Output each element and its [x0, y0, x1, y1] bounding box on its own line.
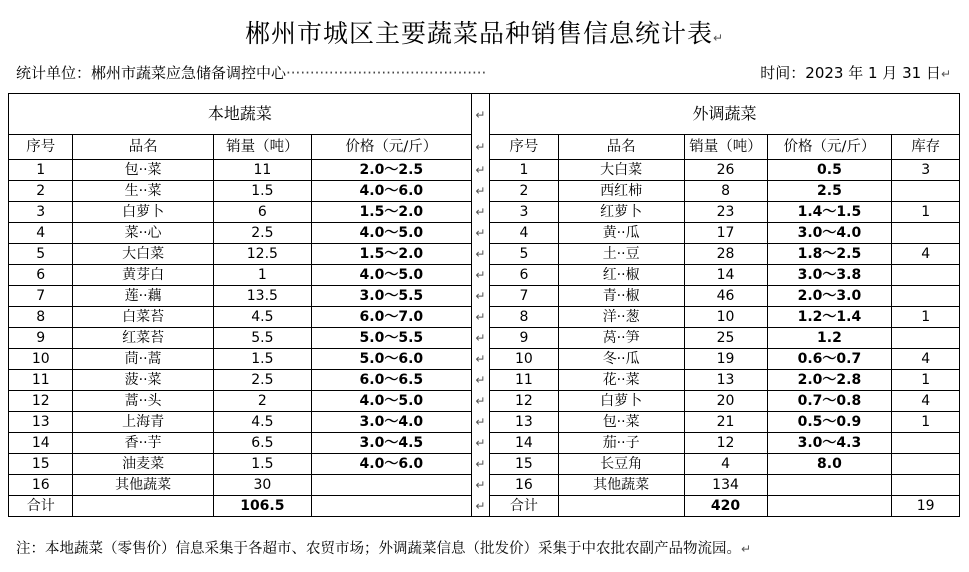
local-price-cell: 4.0～5.0 [311, 391, 471, 412]
gap-cell: ↵ [471, 433, 489, 454]
table-row [9, 328, 960, 349]
imported-stock-cell [892, 265, 960, 286]
imported-name-cell: 土··豆 [558, 244, 684, 265]
imported-stock-cell: 4 [892, 244, 960, 265]
local-no-cell: 6 [9, 265, 73, 286]
imported-qty-cell: 23 [684, 202, 767, 223]
local-qty-cell: 13.5 [213, 286, 311, 307]
gap-cell: ↵ [471, 181, 489, 202]
local-qty-cell: 4.5 [213, 307, 311, 328]
gap-cell: ↵ [471, 370, 489, 391]
empty-cell [73, 496, 213, 517]
imported-name-cell: 红··椒 [558, 265, 684, 286]
imported-no-cell: 1 [490, 160, 559, 181]
imported-price-cell: 2.0～2.8 [767, 370, 892, 391]
local-price-cell: 4.0～6.0 [311, 454, 471, 475]
local-price-cell: 5.0～5.5 [311, 328, 471, 349]
table-row [9, 307, 960, 328]
table-row [9, 223, 960, 244]
gap-cell: ↵ [471, 391, 489, 412]
local-name-cell: 白萝卜 [73, 202, 213, 223]
imported-name-cell: 青··椒 [558, 286, 684, 307]
imported-stock-cell: 1 [892, 307, 960, 328]
imported-qty-cell: 134 [684, 475, 767, 496]
local-qty-cell: 4.5 [213, 412, 311, 433]
local-price-cell [311, 475, 471, 496]
footnote: 注：本地蔬菜（零售价）信息采集于各超市、农贸市场；外调蔬菜信息（批发价）采集于中农批农副产品物流园。↵ [16, 541, 752, 557]
imported-stock-cell: 1 [892, 412, 960, 433]
local-no-cell: 14 [9, 433, 73, 454]
local-no-cell: 3 [9, 202, 73, 223]
gap-cell: ↵ [471, 160, 489, 181]
local-name-cell: 香··芋 [73, 433, 213, 454]
imported-stock-cell [892, 475, 960, 496]
imported-no-cell: 15 [490, 454, 559, 475]
gap-cell: ↵ [471, 265, 489, 286]
local-qty-cell: 12.5 [213, 244, 311, 265]
local-no-cell: 11 [9, 370, 73, 391]
imported-name-cell: 西红柿 [558, 181, 684, 202]
gap-cell: ↵ [471, 349, 489, 370]
gap-cell: ↵ [471, 202, 489, 223]
table-row [9, 412, 960, 433]
gap-cell: ↵ [471, 412, 489, 433]
local-name-cell: 红菜苔 [73, 328, 213, 349]
local-qty-cell: 11 [213, 160, 311, 181]
header-cell: 库存 [892, 135, 960, 160]
imported-name-cell: 大白菜 [558, 160, 684, 181]
local-name-cell: 菜··心 [73, 223, 213, 244]
gap-cell: ↵ [471, 244, 489, 265]
local-no-cell: 8 [9, 307, 73, 328]
local-qty-cell: 1.5 [213, 454, 311, 475]
total-row [9, 496, 960, 517]
local-price-cell: 3.0～4.0 [311, 412, 471, 433]
table-row [9, 160, 960, 181]
imported-no-cell: 11 [490, 370, 559, 391]
local-price-cell: 6.0～6.5 [311, 370, 471, 391]
local-no-cell: 10 [9, 349, 73, 370]
imported-price-cell: 8.0 [767, 454, 892, 475]
table-row [9, 391, 960, 412]
local-name-cell: 菠··菜 [73, 370, 213, 391]
empty-cell [558, 496, 684, 517]
imported-price-cell: 0.7～0.8 [767, 391, 892, 412]
vegetable-table [8, 93, 960, 517]
imported-qty-cell: 8 [684, 181, 767, 202]
local-total-label: 合计 [9, 496, 73, 517]
imported-name-cell: 冬··瓜 [558, 349, 684, 370]
imported-stock-cell: 4 [892, 391, 960, 412]
imported-price-cell: 0.5～0.9 [767, 412, 892, 433]
imported-qty-cell: 14 [684, 265, 767, 286]
gap-cell: ↵ [471, 496, 489, 517]
imported-no-cell: 2 [490, 181, 559, 202]
imported-qty-cell: 4 [684, 454, 767, 475]
imported-no-cell: 13 [490, 412, 559, 433]
imported-qty-cell: 46 [684, 286, 767, 307]
imported-name-cell: 长豆角 [558, 454, 684, 475]
table-row [9, 286, 960, 307]
imported-no-cell: 8 [490, 307, 559, 328]
gap-cell: ↵ [471, 454, 489, 475]
empty-cell [767, 496, 892, 517]
gap-cell: ↵ [471, 94, 489, 135]
imported-stock-cell [892, 454, 960, 475]
local-qty-cell: 6 [213, 202, 311, 223]
imported-no-cell: 10 [490, 349, 559, 370]
imported-name-cell: 洋··葱 [558, 307, 684, 328]
imported-name-cell: 茄··子 [558, 433, 684, 454]
imported-qty-cell: 21 [684, 412, 767, 433]
table-row [9, 475, 960, 496]
local-no-cell: 15 [9, 454, 73, 475]
imported-no-cell: 7 [490, 286, 559, 307]
local-total-qty: 106.5 [213, 496, 311, 517]
imported-price-cell: 1.4～1.5 [767, 202, 892, 223]
imported-no-cell: 5 [490, 244, 559, 265]
imported-no-cell: 14 [490, 433, 559, 454]
local-qty-cell: 2.5 [213, 370, 311, 391]
imported-section-title: 外调蔬菜 [490, 94, 960, 135]
header-cell: 销量（吨） [213, 135, 311, 160]
header-cell: 销量（吨） [684, 135, 767, 160]
local-name-cell: 白菜苔 [73, 307, 213, 328]
header-cell: 序号 [9, 135, 73, 160]
imported-name-cell: 红萝卜 [558, 202, 684, 223]
local-name-cell: 大白菜 [73, 244, 213, 265]
local-price-cell: 4.0～5.0 [311, 223, 471, 244]
local-qty-cell: 2.5 [213, 223, 311, 244]
table-row [9, 349, 960, 370]
imported-name-cell: 黄··瓜 [558, 223, 684, 244]
local-price-cell: 1.5～2.0 [311, 202, 471, 223]
local-qty-cell: 1.5 [213, 181, 311, 202]
imported-qty-cell: 28 [684, 244, 767, 265]
imported-price-cell: 1.2 [767, 328, 892, 349]
local-name-cell: 其他蔬菜 [73, 475, 213, 496]
imported-price-cell: 2.0～3.0 [767, 286, 892, 307]
imported-qty-cell: 25 [684, 328, 767, 349]
imported-stock-cell [892, 286, 960, 307]
table-row [9, 265, 960, 286]
gap-cell: ↵ [471, 286, 489, 307]
local-name-cell: 黄芽白 [73, 265, 213, 286]
table-row [9, 181, 960, 202]
local-name-cell: 油麦菜 [73, 454, 213, 475]
local-name-cell: 莲··藕 [73, 286, 213, 307]
header-cell: 品名 [558, 135, 684, 160]
page-title: 郴州市城区主要蔬菜品种销售信息统计表↵ [244, 19, 725, 48]
header-cell: 价格（元/斤） [767, 135, 892, 160]
imported-qty-cell: 13 [684, 370, 767, 391]
imported-price-cell: 2.5 [767, 181, 892, 202]
imported-price-cell: 1.8～2.5 [767, 244, 892, 265]
local-section-title: 本地蔬菜 [9, 94, 472, 135]
local-qty-cell: 2 [213, 391, 311, 412]
local-no-cell: 9 [9, 328, 73, 349]
gap-cell: ↵ [471, 135, 489, 160]
local-price-cell: 5.0～6.0 [311, 349, 471, 370]
empty-cell [311, 496, 471, 517]
local-name-cell: 包··菜 [73, 160, 213, 181]
imported-stock-cell: 1 [892, 202, 960, 223]
imported-qty-cell: 10 [684, 307, 767, 328]
local-no-cell: 7 [9, 286, 73, 307]
unit-label: 统计单位：郴州市蔬菜应急储备调控中心 [16, 64, 287, 82]
table-row [9, 202, 960, 223]
local-no-cell: 13 [9, 412, 73, 433]
imported-qty-cell: 19 [684, 349, 767, 370]
gap-cell: ↵ [471, 223, 489, 244]
local-price-cell: 6.0～7.0 [311, 307, 471, 328]
imported-name-cell: 莴··笋 [558, 328, 684, 349]
local-price-cell: 2.0～2.5 [311, 160, 471, 181]
imported-price-cell: 0.5 [767, 160, 892, 181]
local-qty-cell: 6.5 [213, 433, 311, 454]
local-no-cell: 1 [9, 160, 73, 181]
imported-price-cell [767, 475, 892, 496]
local-name-cell: 生··菜 [73, 181, 213, 202]
local-name-cell: 上海青 [73, 412, 213, 433]
header-cell: 品名 [73, 135, 213, 160]
local-qty-cell: 1 [213, 265, 311, 286]
local-no-cell: 2 [9, 181, 73, 202]
local-no-cell: 16 [9, 475, 73, 496]
local-name-cell: 茼··蒿 [73, 349, 213, 370]
date-label: 时间：2023 年 1 月 31 日↵ [760, 64, 951, 82]
imported-name-cell: 白萝卜 [558, 391, 684, 412]
table-row [9, 454, 960, 475]
local-no-cell: 12 [9, 391, 73, 412]
imported-no-cell: 12 [490, 391, 559, 412]
gap-cell: ↵ [471, 307, 489, 328]
local-price-cell: 4.0～5.0 [311, 265, 471, 286]
imported-no-cell: 9 [490, 328, 559, 349]
gap-cell: ↵ [471, 475, 489, 496]
imported-total-stock: 19 [892, 496, 960, 517]
local-no-cell: 5 [9, 244, 73, 265]
imported-stock-cell: 4 [892, 349, 960, 370]
meta-line [16, 62, 951, 83]
local-qty-cell: 1.5 [213, 349, 311, 370]
imported-stock-cell [892, 181, 960, 202]
imported-no-cell: 3 [490, 202, 559, 223]
header-cell: 序号 [490, 135, 559, 160]
table-row [9, 433, 960, 454]
imported-name-cell: 花··菜 [558, 370, 684, 391]
imported-stock-cell [892, 433, 960, 454]
header-cell: 价格（元/斤） [311, 135, 471, 160]
imported-price-cell: 1.2～1.4 [767, 307, 892, 328]
local-price-cell: 1.5～2.0 [311, 244, 471, 265]
table-row [9, 244, 960, 265]
imported-price-cell: 0.6～0.7 [767, 349, 892, 370]
local-name-cell: 蒿··头 [73, 391, 213, 412]
imported-stock-cell: 1 [892, 370, 960, 391]
imported-price-cell: 3.0～3.8 [767, 265, 892, 286]
local-price-cell: 3.0～4.5 [311, 433, 471, 454]
local-qty-cell: 5.5 [213, 328, 311, 349]
imported-qty-cell: 12 [684, 433, 767, 454]
leader-dots: ·········································· [286, 64, 487, 82]
local-price-cell: 4.0～6.0 [311, 181, 471, 202]
imported-no-cell: 16 [490, 475, 559, 496]
imported-name-cell: 其他蔬菜 [558, 475, 684, 496]
gap-cell: ↵ [471, 328, 489, 349]
imported-no-cell: 6 [490, 265, 559, 286]
imported-stock-cell [892, 223, 960, 244]
imported-qty-cell: 20 [684, 391, 767, 412]
imported-stock-cell: 3 [892, 160, 960, 181]
imported-qty-cell: 26 [684, 160, 767, 181]
local-qty-cell: 30 [213, 475, 311, 496]
imported-total-qty: 420 [684, 496, 767, 517]
imported-price-cell: 3.0～4.0 [767, 223, 892, 244]
local-price-cell: 3.0～5.5 [311, 286, 471, 307]
imported-no-cell: 4 [490, 223, 559, 244]
imported-total-label: 合计 [490, 496, 559, 517]
imported-price-cell: 3.0～4.3 [767, 433, 892, 454]
imported-name-cell: 包··菜 [558, 412, 684, 433]
imported-stock-cell [892, 328, 960, 349]
local-no-cell: 4 [9, 223, 73, 244]
table-row [9, 370, 960, 391]
imported-qty-cell: 17 [684, 223, 767, 244]
